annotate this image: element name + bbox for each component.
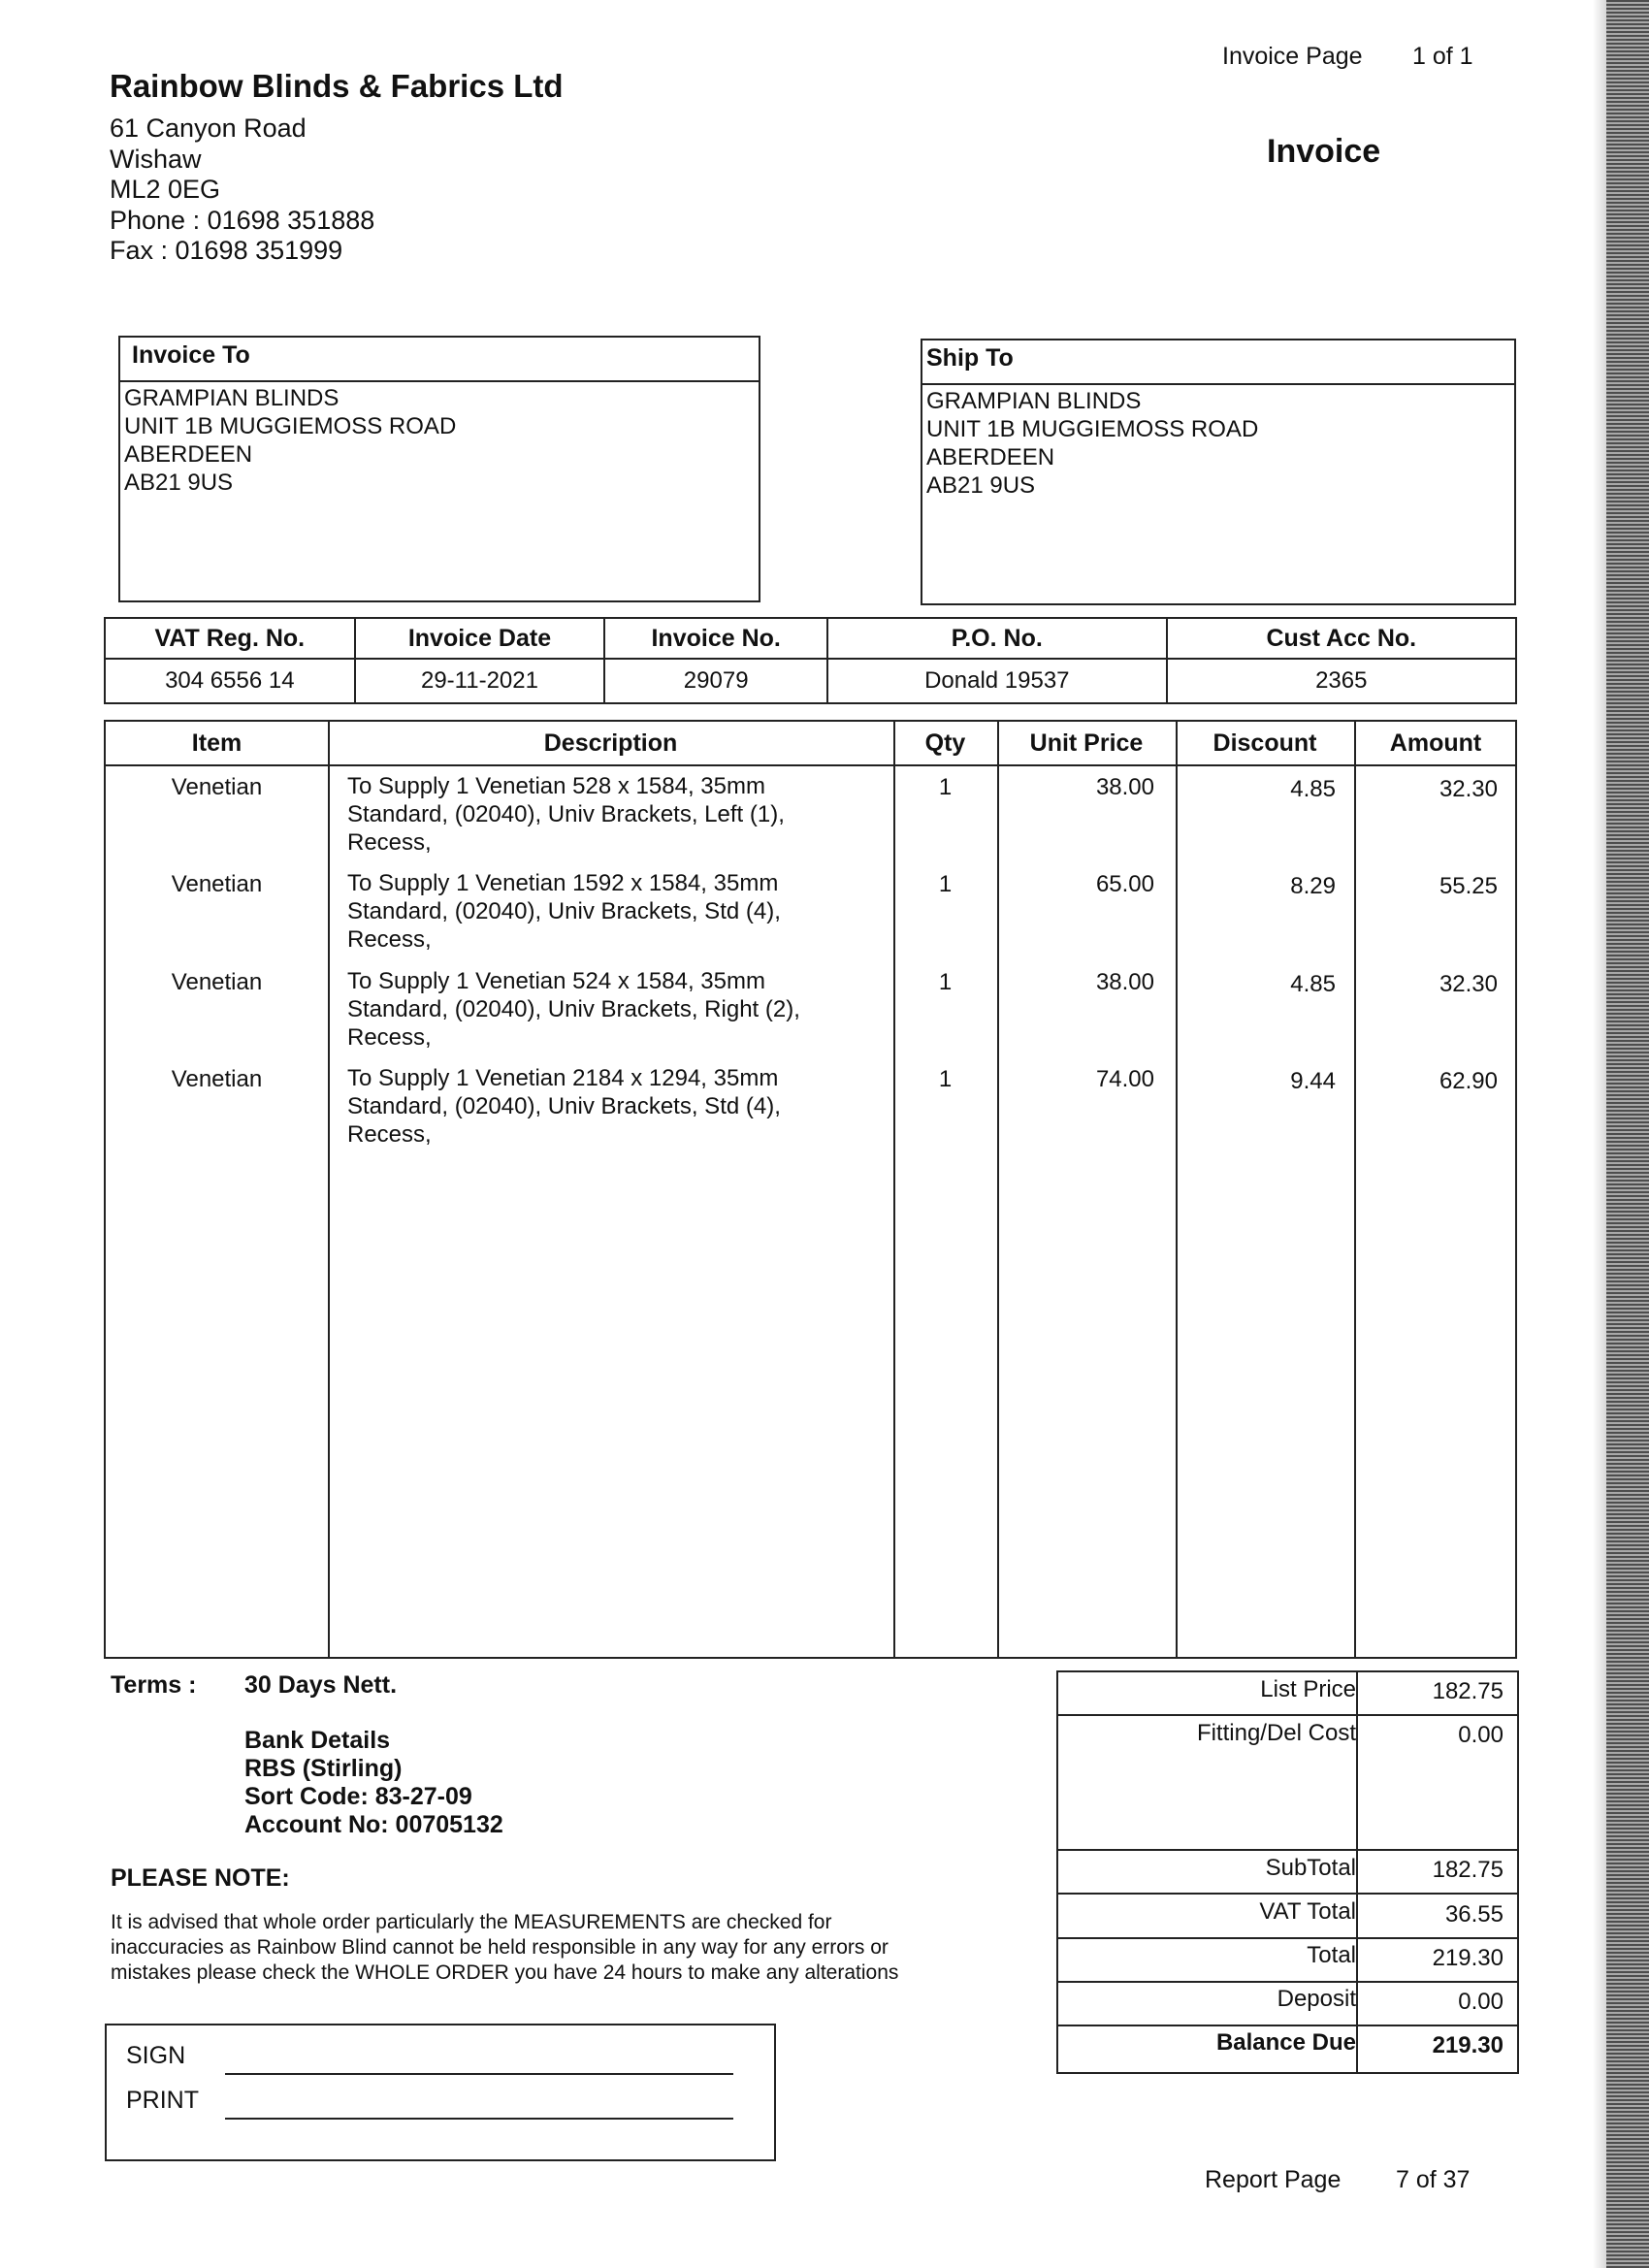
sign-label: SIGN xyxy=(126,2042,186,2069)
item-header: Item xyxy=(191,729,242,757)
sign-line[interactable] xyxy=(225,2073,733,2075)
description-line: Recess, xyxy=(347,1121,432,1148)
info-value-row xyxy=(105,659,1516,703)
invoice-to-line: AB21 9US xyxy=(124,470,234,496)
balance-due-label: Balance Due xyxy=(1215,2029,1356,2056)
bank-line: Sort Code: 83-27-09 xyxy=(244,1783,472,1810)
invoice-to-line: GRAMPIAN BLINDS xyxy=(124,385,340,411)
ship-to-line: UNIT 1B MUGGIEMOSS ROAD xyxy=(926,416,1259,442)
company-name: Rainbow Blinds & Fabrics Ltd xyxy=(110,68,564,104)
address-line: 61 Canyon Road xyxy=(110,113,307,143)
subtotal-label: SubTotal xyxy=(1265,1855,1356,1881)
balance-due-value: 219.30 xyxy=(1432,2032,1504,2058)
description-header: Description xyxy=(543,729,678,757)
print-label: PRINT xyxy=(126,2087,199,2114)
unit-price-cell: 74.00 xyxy=(1095,1066,1154,1092)
invoice-date-header: Invoice Date xyxy=(355,618,605,659)
po-no-value: Donald 19537 xyxy=(827,659,1167,703)
item-cell: Venetian xyxy=(171,1066,263,1092)
signature-box xyxy=(105,2024,776,2161)
ship-to-box xyxy=(921,339,1516,605)
table-row xyxy=(106,772,1515,865)
cust-acc-value: 2365 xyxy=(1167,659,1516,703)
invoice-to-address xyxy=(120,382,759,499)
notice-text xyxy=(111,1910,898,1986)
invoice-to-box xyxy=(118,336,760,602)
notice-line: inaccuracies as Rainbow Blind cannot be held responsible in any way for any errors or xyxy=(111,1936,889,1959)
address-line: ML2 0EG xyxy=(110,175,221,204)
document-title: Invoice xyxy=(1267,133,1381,170)
fax-line: Fax : 01698 351999 xyxy=(110,236,343,265)
bank-line: Account No: 00705132 xyxy=(244,1811,503,1838)
totals-row-line xyxy=(1058,1714,1517,1716)
qty-cell: 1 xyxy=(938,871,953,897)
fitting-cost-label: Fitting/Del Cost xyxy=(1196,1720,1356,1746)
description-cell xyxy=(347,869,781,954)
ship-to-address xyxy=(922,385,1514,502)
invoice-no-value: 29079 xyxy=(604,659,827,703)
item-cell: Venetian xyxy=(171,969,263,995)
description-line: Recess, xyxy=(347,829,432,856)
terms-label: Terms : xyxy=(111,1671,197,1699)
discount-header: Discount xyxy=(1212,729,1317,757)
bank-line: RBS (Stirling) xyxy=(244,1755,403,1782)
notice-line: It is advised that whole order particularly the MEASUREMENTS are checked for xyxy=(111,1911,832,1933)
qty-cell: 1 xyxy=(938,1066,953,1092)
qty-cell: 1 xyxy=(938,969,953,995)
invoice-no-header: Invoice No. xyxy=(604,618,827,659)
unit-price-cell: 38.00 xyxy=(1095,969,1154,995)
ship-to-heading: Ship To xyxy=(922,340,1514,385)
description-cell xyxy=(347,967,800,1052)
total-value: 219.30 xyxy=(1432,1945,1504,1971)
scan-edge-shadow xyxy=(1593,0,1606,2268)
qty-header: Qty xyxy=(924,729,966,757)
amount-cell: 55.25 xyxy=(1439,873,1498,899)
invoice-page-label: Invoice Page xyxy=(1222,43,1363,70)
table-row xyxy=(106,967,1515,1060)
ship-to-line: AB21 9US xyxy=(926,472,1036,499)
vat-total-value: 36.55 xyxy=(1444,1901,1504,1928)
description-line: Recess, xyxy=(347,926,432,953)
vat-total-label: VAT Total xyxy=(1259,1898,1356,1925)
description-line: Standard, (02040), Univ Brackets, Left (1), xyxy=(347,801,785,827)
total-label: Total xyxy=(1307,1942,1356,1968)
item-cell: Venetian xyxy=(171,774,263,800)
bank-details xyxy=(244,1727,503,1839)
description-line: To Supply 1 Venetian 528 x 1584, 35mm xyxy=(347,773,765,799)
discount-cell: 9.44 xyxy=(1290,1068,1336,1094)
invoice-info-table xyxy=(104,617,1517,704)
ship-to-line: GRAMPIAN BLINDS xyxy=(926,388,1142,414)
discount-cell: 4.85 xyxy=(1290,776,1336,802)
po-no-header: P.O. No. xyxy=(827,618,1167,659)
description-cell xyxy=(347,772,785,857)
bank-heading: Bank Details xyxy=(244,1727,391,1754)
vat-reg-header: VAT Reg. No. xyxy=(105,618,355,659)
description-line: Recess, xyxy=(347,1024,432,1051)
report-page-value: 7 of 37 xyxy=(1396,2166,1471,2193)
qty-cell: 1 xyxy=(938,774,953,800)
items-header-row xyxy=(106,722,1515,766)
table-row xyxy=(106,869,1515,962)
invoice-to-heading: Invoice To xyxy=(120,338,759,382)
line-items-table xyxy=(104,720,1517,1659)
fitting-cost-value: 0.00 xyxy=(1458,1722,1504,1748)
report-page-label: Report Page xyxy=(1205,2166,1342,2193)
unit-price-header: Unit Price xyxy=(1029,729,1144,757)
totals-row-line xyxy=(1058,2025,1517,2026)
deposit-value: 0.00 xyxy=(1458,1989,1504,2015)
deposit-label: Deposit xyxy=(1277,1986,1356,2012)
subtotal-value: 182.75 xyxy=(1432,1857,1504,1883)
discount-cell: 8.29 xyxy=(1290,873,1336,899)
ship-to-line: ABERDEEN xyxy=(926,444,1055,470)
totals-row-line xyxy=(1058,1981,1517,1983)
unit-price-cell: 65.00 xyxy=(1095,871,1154,897)
amount-header: Amount xyxy=(1389,729,1482,757)
invoice-to-line: ABERDEEN xyxy=(124,441,253,468)
invoice-date-value: 29-11-2021 xyxy=(355,659,605,703)
notice-line: mistakes please check the WHOLE ORDER you have 24 hours to make any alterations xyxy=(111,1961,899,1984)
description-line: Standard, (02040), Univ Brackets, Right (2), xyxy=(347,996,800,1022)
scan-edge xyxy=(1606,0,1649,2268)
description-cell xyxy=(347,1064,781,1149)
totals-row-line xyxy=(1058,1937,1517,1939)
amount-cell: 32.30 xyxy=(1439,776,1498,802)
totals-box xyxy=(1056,1670,1519,2074)
info-header-row xyxy=(105,618,1516,659)
terms-value: 30 Days Nett. xyxy=(244,1671,398,1699)
invoice-to-line: UNIT 1B MUGGIEMOSS ROAD xyxy=(124,413,457,439)
cust-acc-header: Cust Acc No. xyxy=(1167,618,1516,659)
invoice-page-value: 1 of 1 xyxy=(1412,43,1473,70)
description-line: To Supply 1 Venetian 2184 x 1294, 35mm xyxy=(347,1065,779,1091)
print-line[interactable] xyxy=(225,2118,733,2120)
totals-row-line xyxy=(1058,1849,1517,1851)
company-address xyxy=(110,113,374,267)
notice-heading: PLEASE NOTE: xyxy=(111,1864,290,1892)
description-line: Standard, (02040), Univ Brackets, Std (4), xyxy=(347,898,781,924)
vat-reg-value: 304 6556 14 xyxy=(105,659,355,703)
discount-cell: 4.85 xyxy=(1290,971,1336,997)
address-line: Wishaw xyxy=(110,144,202,174)
totals-row-line xyxy=(1058,1893,1517,1895)
table-row xyxy=(106,1064,1515,1157)
description-line: Standard, (02040), Univ Brackets, Std (4), xyxy=(347,1093,781,1119)
list-price-value: 182.75 xyxy=(1432,1678,1504,1704)
phone-line: Phone : 01698 351888 xyxy=(110,205,375,235)
description-line: To Supply 1 Venetian 1592 x 1584, 35mm xyxy=(347,870,779,896)
unit-price-cell: 38.00 xyxy=(1095,774,1154,800)
list-price-label: List Price xyxy=(1260,1676,1356,1702)
amount-cell: 32.30 xyxy=(1439,971,1498,997)
description-line: To Supply 1 Venetian 524 x 1584, 35mm xyxy=(347,968,765,994)
item-cell: Venetian xyxy=(171,871,263,897)
amount-cell: 62.90 xyxy=(1439,1068,1498,1094)
